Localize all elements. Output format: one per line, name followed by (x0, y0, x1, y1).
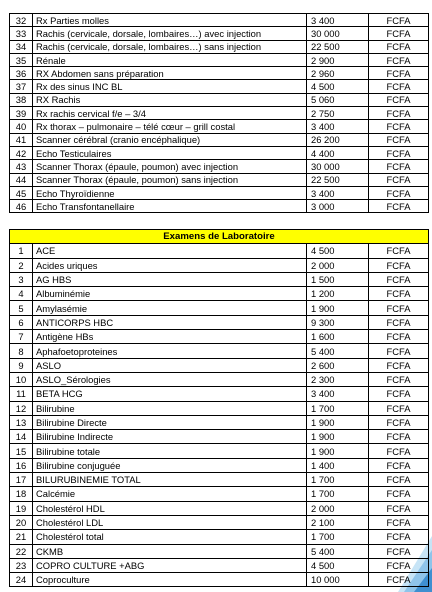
exam-price: 3 400 (307, 186, 369, 199)
currency-label: FCFA (369, 458, 429, 472)
section-header-row (10, 230, 429, 244)
row-number: 39 (10, 107, 33, 120)
exam-name: Rx des sinus INC BL (33, 80, 307, 93)
exam-price: 3 000 (307, 200, 369, 213)
currency-label: FCFA (369, 107, 429, 120)
exam-price: 1 700 (307, 530, 369, 544)
table-row (10, 344, 429, 358)
currency-label: FCFA (369, 558, 429, 572)
exam-price: 22 500 (307, 173, 369, 186)
currency-label: FCFA (369, 244, 429, 258)
table-row (10, 358, 429, 372)
table-row (10, 530, 429, 544)
exam-name: Scanner Thorax (épaule, poumon) sans injection (33, 173, 307, 186)
exam-price: 2 100 (307, 515, 369, 529)
exam-price: 1 400 (307, 458, 369, 472)
row-number: 22 (10, 544, 33, 558)
currency-label: FCFA (369, 53, 429, 66)
table-row (10, 146, 429, 159)
exam-name: CKMB (33, 544, 307, 558)
exam-name: Bilirubine Directe (33, 415, 307, 429)
exam-name: BETA HCG (33, 387, 307, 401)
row-number: 35 (10, 53, 33, 66)
exam-price: 1 700 (307, 401, 369, 415)
currency-label: FCFA (369, 287, 429, 301)
exam-price: 4 400 (307, 146, 369, 159)
exam-price: 4 500 (307, 244, 369, 258)
exam-name: ACE (33, 244, 307, 258)
currency-label: FCFA (369, 444, 429, 458)
exam-price: 1 700 (307, 487, 369, 501)
currency-label: FCFA (369, 14, 429, 27)
table-row (10, 430, 429, 444)
currency-label: FCFA (369, 372, 429, 386)
table-row (10, 401, 429, 415)
row-number: 17 (10, 473, 33, 487)
row-number: 32 (10, 14, 33, 27)
table-row (10, 173, 429, 186)
row-number: 8 (10, 344, 33, 358)
currency-label: FCFA (369, 515, 429, 529)
exam-name: Rx thorax – pulmonaire – télé cœur – grill costal (33, 120, 307, 133)
table-row (10, 27, 429, 40)
row-number: 43 (10, 160, 33, 173)
currency-label: FCFA (369, 186, 429, 199)
row-number: 9 (10, 358, 33, 372)
exam-price: 2 960 (307, 67, 369, 80)
exam-name: Acides uriques (33, 258, 307, 272)
table-row (10, 372, 429, 386)
currency-label: FCFA (369, 387, 429, 401)
exam-name: Amylasémie (33, 301, 307, 315)
exam-name: Cholestérol total (33, 530, 307, 544)
row-number: 33 (10, 27, 33, 40)
exam-price: 1 900 (307, 444, 369, 458)
exam-price: 1 700 (307, 473, 369, 487)
row-number: 40 (10, 120, 33, 133)
exam-name: Rénale (33, 53, 307, 66)
imaging-price-table (9, 13, 429, 213)
exam-price: 3 400 (307, 14, 369, 27)
exam-name: Bilirubine Indirecte (33, 430, 307, 444)
exam-price: 10 000 (307, 573, 369, 587)
table-row (10, 40, 429, 53)
exam-price: 5 400 (307, 344, 369, 358)
row-number: 4 (10, 287, 33, 301)
row-number: 15 (10, 444, 33, 458)
row-number: 20 (10, 515, 33, 529)
row-number: 44 (10, 173, 33, 186)
row-number: 21 (10, 530, 33, 544)
table-row (10, 387, 429, 401)
currency-label: FCFA (369, 301, 429, 315)
currency-label: FCFA (369, 160, 429, 173)
currency-label: FCFA (369, 544, 429, 558)
imaging-table-body (10, 14, 429, 213)
exam-price: 3 400 (307, 387, 369, 401)
table-row (10, 160, 429, 173)
table-row (10, 315, 429, 329)
exam-name: RX Rachis (33, 93, 307, 106)
currency-label: FCFA (369, 120, 429, 133)
table-row (10, 53, 429, 66)
table-row (10, 67, 429, 80)
currency-label: FCFA (369, 67, 429, 80)
exam-price: 5 060 (307, 93, 369, 106)
exam-price: 2 000 (307, 501, 369, 515)
row-number: 18 (10, 487, 33, 501)
exam-price: 1 500 (307, 272, 369, 286)
exam-price: 2 750 (307, 107, 369, 120)
table-row (10, 458, 429, 472)
exam-name: Rx Parties molles (33, 14, 307, 27)
exam-name: Cholestérol HDL (33, 501, 307, 515)
table-row (10, 244, 429, 258)
currency-label: FCFA (369, 40, 429, 53)
currency-label: FCFA (369, 315, 429, 329)
table-row (10, 487, 429, 501)
row-number: 6 (10, 315, 33, 329)
row-number: 3 (10, 272, 33, 286)
currency-label: FCFA (369, 501, 429, 515)
exam-name: Albuminémie (33, 287, 307, 301)
row-number: 12 (10, 401, 33, 415)
row-number: 46 (10, 200, 33, 213)
currency-label: FCFA (369, 358, 429, 372)
row-number: 36 (10, 67, 33, 80)
currency-label: FCFA (369, 80, 429, 93)
table-row (10, 200, 429, 213)
exam-price: 30 000 (307, 27, 369, 40)
table-row (10, 544, 429, 558)
table-row (10, 473, 429, 487)
laboratory-table-body (10, 230, 429, 587)
table-row (10, 444, 429, 458)
currency-label: FCFA (369, 173, 429, 186)
currency-label: FCFA (369, 146, 429, 159)
exam-name: Bilirubine totale (33, 444, 307, 458)
table-row (10, 93, 429, 106)
row-number: 7 (10, 330, 33, 344)
exam-price: 2 300 (307, 372, 369, 386)
row-number: 38 (10, 93, 33, 106)
currency-label: FCFA (369, 27, 429, 40)
currency-label: FCFA (369, 430, 429, 444)
table-row (10, 133, 429, 146)
table-row (10, 301, 429, 315)
exam-name: ASLO (33, 358, 307, 372)
row-number: 11 (10, 387, 33, 401)
row-number: 19 (10, 501, 33, 515)
row-number: 14 (10, 430, 33, 444)
row-number: 23 (10, 558, 33, 572)
table-row (10, 558, 429, 572)
exam-price: 5 400 (307, 544, 369, 558)
exam-price: 2 000 (307, 258, 369, 272)
exam-name: Bilirubine (33, 401, 307, 415)
row-number: 42 (10, 146, 33, 159)
table-row (10, 501, 429, 515)
exam-name: Bilirubine conjuguée (33, 458, 307, 472)
currency-label: FCFA (369, 401, 429, 415)
exam-name: Calcémie (33, 487, 307, 501)
table-row (10, 330, 429, 344)
exam-name: RX Abdomen sans préparation (33, 67, 307, 80)
table-row (10, 258, 429, 272)
exam-price: 26 200 (307, 133, 369, 146)
table-row (10, 14, 429, 27)
exam-price: 1 900 (307, 430, 369, 444)
currency-label: FCFA (369, 200, 429, 213)
laboratory-price-table (9, 229, 429, 587)
table-row (10, 107, 429, 120)
currency-label: FCFA (369, 473, 429, 487)
exam-name: ASLO_Sérologies (33, 372, 307, 386)
row-number: 24 (10, 573, 33, 587)
exam-price: 2 600 (307, 358, 369, 372)
currency-label: FCFA (369, 573, 429, 587)
exam-name: AG HBS (33, 272, 307, 286)
exam-name: COPRO CULTURE +ABG (33, 558, 307, 572)
table-row (10, 573, 429, 587)
row-number: 1 (10, 244, 33, 258)
currency-label: FCFA (369, 272, 429, 286)
exam-name: Rx rachis cervical f/e – 3/4 (33, 107, 307, 120)
row-number: 2 (10, 258, 33, 272)
row-number: 37 (10, 80, 33, 93)
exam-name: Cholestérol LDL (33, 515, 307, 529)
row-number: 45 (10, 186, 33, 199)
exam-price: 1 900 (307, 415, 369, 429)
table-row (10, 80, 429, 93)
exam-name: Echo Transfontanellaire (33, 200, 307, 213)
currency-label: FCFA (369, 530, 429, 544)
exam-name: Echo Testiculaires (33, 146, 307, 159)
exam-name: Echo Thyroïdienne (33, 186, 307, 199)
table-row (10, 415, 429, 429)
currency-label: FCFA (369, 258, 429, 272)
currency-label: FCFA (369, 93, 429, 106)
row-number: 16 (10, 458, 33, 472)
currency-label: FCFA (369, 133, 429, 146)
exam-name: Scanner cérébral (cranio encéphalique) (33, 133, 307, 146)
currency-label: FCFA (369, 344, 429, 358)
exam-price: 1 900 (307, 301, 369, 315)
row-number: 34 (10, 40, 33, 53)
table-row (10, 287, 429, 301)
currency-label: FCFA (369, 415, 429, 429)
table-row (10, 272, 429, 286)
exam-price: 4 500 (307, 558, 369, 572)
exam-price: 1 600 (307, 330, 369, 344)
exam-name: Antigène HBs (33, 330, 307, 344)
currency-label: FCFA (369, 487, 429, 501)
exam-name: Aphafoetoproteines (33, 344, 307, 358)
table-row (10, 515, 429, 529)
exam-price: 3 400 (307, 120, 369, 133)
exam-name: Scanner Thorax (épaule, poumon) avec injection (33, 160, 307, 173)
table-row (10, 186, 429, 199)
row-number: 13 (10, 415, 33, 429)
exam-price: 4 500 (307, 80, 369, 93)
exam-name: Rachis (cervicale, dorsale, lombaires…) avec injection (33, 27, 307, 40)
exam-price: 2 900 (307, 53, 369, 66)
exam-price: 22 500 (307, 40, 369, 53)
row-number: 41 (10, 133, 33, 146)
exam-price: 30 000 (307, 160, 369, 173)
row-number: 5 (10, 301, 33, 315)
exam-name: BILURUBINEMIE TOTAL (33, 473, 307, 487)
exam-name: ANTICORPS HBC (33, 315, 307, 329)
exam-price: 9 300 (307, 315, 369, 329)
currency-label: FCFA (369, 330, 429, 344)
row-number: 10 (10, 372, 33, 386)
section-title: Examens de Laboratoire (10, 230, 429, 244)
table-row (10, 120, 429, 133)
exam-name: Rachis (cervicale, dorsale, lombaires…) sans injection (33, 40, 307, 53)
exam-price: 1 200 (307, 287, 369, 301)
exam-name: Coproculture (33, 573, 307, 587)
